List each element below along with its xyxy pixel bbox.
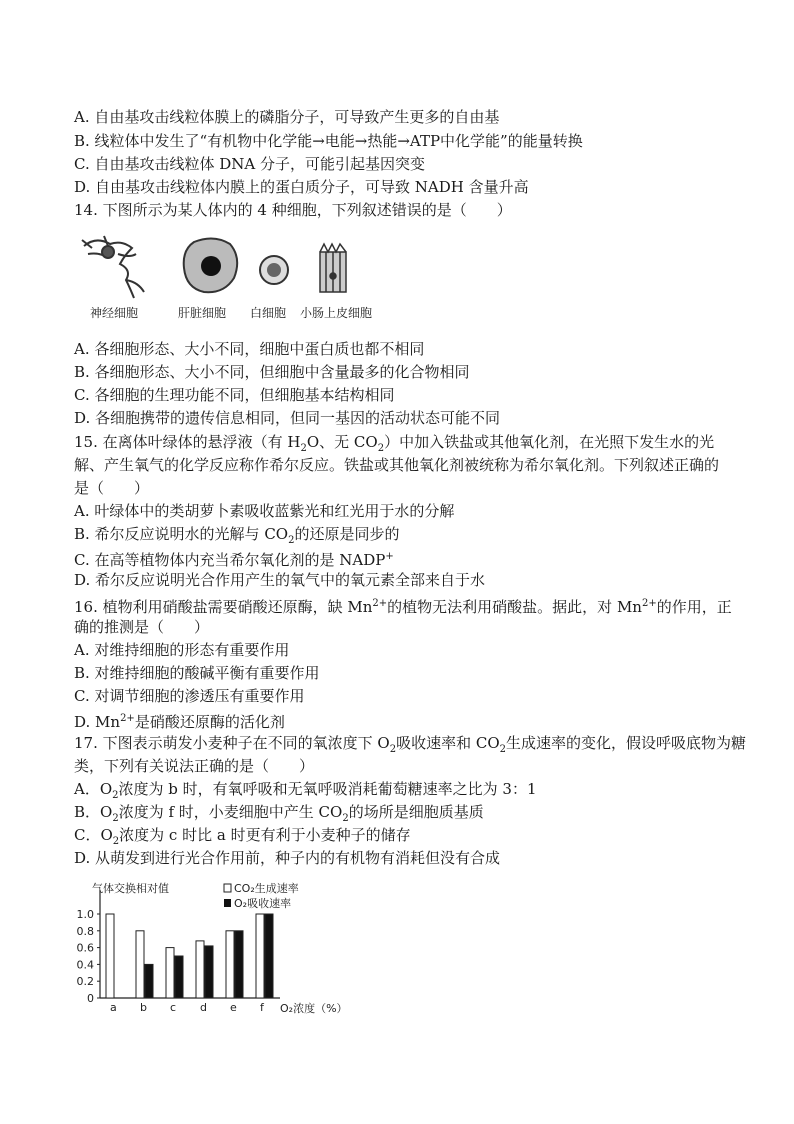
x-tick-label-a: a <box>110 1001 117 1014</box>
y-tick-label: 0.6 <box>76 941 94 955</box>
q16-stem-line2: 确的推测是（ ） <box>74 618 210 636</box>
y-tick-label: 0.4 <box>76 958 94 972</box>
q14-option-a: A. 各细胞形态、大小不同，细胞中蛋白质也都不相同 <box>74 340 425 358</box>
cell-label-liver: 肝脏细胞 <box>178 306 227 320</box>
cell-illustration <box>74 232 394 302</box>
cell-figure <box>74 232 394 324</box>
x-tick-label-f: f <box>260 1001 264 1014</box>
q15-option-d: D. 希尔反应说明光合作用产生的氧气中的氧元素全部来自于水 <box>74 571 486 589</box>
q17-stem-line2: 类，下列有关说法正确的是（ ） <box>74 757 315 775</box>
bar-co2-e <box>226 931 234 998</box>
x-tick-label-e: e <box>230 1001 237 1014</box>
y-tick-label: 1.0 <box>76 908 94 921</box>
q16-stem-line1: 16. 植物利用硝酸盐需要硝酸还原酶，缺 $Mn^{2+}$的植物无法利用硝酸盐。据此，对 $Mn^{2+}$的作用，正 <box>74 598 732 616</box>
y-axis-label: 气体交换相对值 <box>92 882 169 895</box>
q13-option-d: D. 自由基攻击线粒体内膜上的蛋白质分子，可导致 NADH 含量升高 <box>74 178 529 196</box>
bar-o2-b <box>145 964 153 998</box>
q17-option-d: D. 从萌发到进行光合作用前，种子内的有机物有消耗但没有合成 <box>74 849 501 867</box>
q17-stem-line1: 17. 下图表示萌发小麦种子在不同的氧浓度下 $O_2$吸收速率和 $CO_2$生成速率的变化，假设呼吸底物为糖 <box>74 734 747 755</box>
bar-co2-d <box>196 941 204 998</box>
q15-option-c: C. 在高等植物体内充当希尔氧化剂的是 NADP+ <box>74 551 394 569</box>
q14-option-b: B. 各细胞形态、大小不同，但细胞中含量最多的化合物相同 <box>74 363 470 381</box>
bar-co2-a <box>106 914 114 998</box>
q17-option-c: C．$O_2$浓度为 c 时比 a 时更有利于小麦种子的储存 <box>74 826 411 847</box>
q17-option-a: A．$O_2$浓度为 b 时，有氧呼吸和无氧呼吸消耗葡萄糖速率之比为 3：1 <box>74 780 537 801</box>
q16-option-c: C. 对调节细胞的渗透压有重要作用 <box>74 687 305 705</box>
legend <box>224 881 299 910</box>
cell-label-nerve: 神经细胞 <box>90 306 139 320</box>
bar-co2-b <box>136 931 144 998</box>
y-tick-label: 0 <box>87 992 94 1005</box>
x-axis-label: O₂浓度（%） <box>280 1002 348 1015</box>
q14-option-d: D. 各细胞携带的遗传信息相同，但同一基因的活动状态可能不同 <box>74 409 501 427</box>
legend-swatch-co2 <box>224 884 231 892</box>
q16-option-b: B. 对维持细胞的酸碱平衡有重要作用 <box>74 664 320 682</box>
q15-option-b: B. 希尔反应说明水的光解与 $CO_2$的还原是同步的 <box>74 525 400 546</box>
x-tick-label-d: d <box>200 1001 207 1014</box>
gas-exchange-chart <box>62 878 362 1018</box>
y-tick-label: 0.8 <box>76 924 94 938</box>
intestinal-cell-icon <box>320 244 346 292</box>
gas-exchange-chart-svg <box>62 878 362 1018</box>
q13-option-a: A. 自由基攻击线粒体膜上的磷脂分子，可导致产生更多的自由基 <box>74 108 500 126</box>
q15-stem-line2: 解、产生氧气的化学反应称作希尔反应。铁盐或其他氧化剂被统称为希尔氧化剂。下列叙述正确的 <box>74 456 720 474</box>
bar-o2-c <box>175 956 183 998</box>
nerve-cell-icon <box>82 236 144 298</box>
q16-option-a: A. 对维持细胞的形态有重要作用 <box>74 641 290 659</box>
q14-stem: 14. 下图所示为某人体内的 4 种细胞，下列叙述错误的是（ ） <box>74 201 512 219</box>
cell-label-intestinal: 小肠上皮细胞 <box>300 306 373 320</box>
q13-option-c: C. 自由基攻击线粒体 DNA 分子，可能引起基因突变 <box>74 155 426 173</box>
x-tick-label-c: c <box>170 1001 177 1014</box>
y-tick-label: 0.2 <box>76 975 94 989</box>
legend-label-o2: O₂吸收速率 <box>234 897 292 910</box>
q16-option-d: D. $Mn^{2+}$是硝酸还原酶的活化剂 <box>74 713 285 731</box>
q15-stem-line3: 是（ ） <box>74 479 150 497</box>
liver-cell-icon <box>184 238 237 292</box>
legend-swatch-o2 <box>224 899 231 907</box>
legend-label-co2: CO₂生成速率 <box>234 882 299 895</box>
q15-stem-line1: 15. 在离体叶绿体的悬浮液（有 $H_2O$、无 $CO_2$）中加入铁盐或其他氧化剂，在光照下发生水的光 <box>74 433 715 454</box>
bar-co2-f <box>256 914 264 998</box>
bar-o2-f <box>265 914 273 998</box>
x-tick-label-b: b <box>140 1001 147 1014</box>
bar-o2-d <box>205 946 213 998</box>
q14-option-c: C. 各细胞的生理功能不同，但细胞基本结构相同 <box>74 386 395 404</box>
bar-o2-e <box>235 931 243 998</box>
white-blood-cell-icon <box>260 256 288 284</box>
q17-option-b: B．$O_2$浓度为 f 时，小麦细胞中产生 $CO_2$的场所是细胞质基质 <box>74 803 484 824</box>
bar-co2-c <box>166 948 174 998</box>
q15-option-a: A. 叶绿体中的类胡萝卜素吸收蓝紫光和红光用于水的分解 <box>74 502 455 520</box>
cell-label-white-blood: 白细胞 <box>250 306 287 320</box>
q13-option-b: B. 线粒体中发生了“有机物中化学能→电能→热能→ATP中化学能”的能量转换 <box>74 132 583 150</box>
